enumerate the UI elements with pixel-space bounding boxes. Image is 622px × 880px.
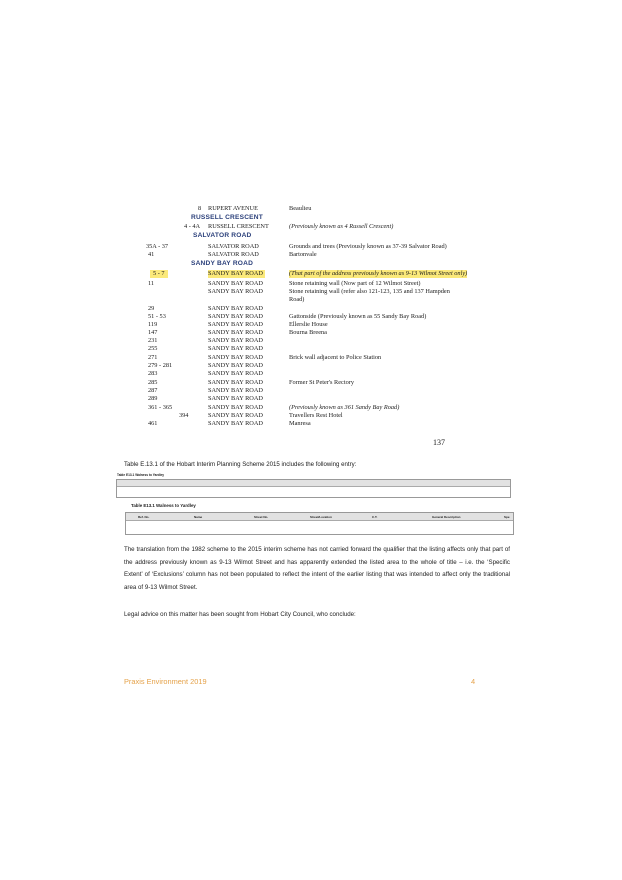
street-number: 283 (148, 370, 158, 377)
description: Ellerslie House (289, 321, 328, 328)
street-name: SANDY BAY ROAD (208, 370, 263, 377)
street-name: SANDY BAY ROAD (208, 420, 263, 427)
street-name: SALVATOR ROAD (208, 251, 259, 258)
street-name: SANDY BAY ROAD (208, 337, 263, 344)
body-paragraph: The translation from the 1982 scheme to the 2015 interim scheme has not carried forward the qualifier that the listing affects only that part of the address previously known as 9-13 Wilmot Street and has apparently extended the listed area to the whole of title – i.e. the ‘Specific Extent’ of ‘Exclusions’ column has not been populated to reflect the intent of the earlier listing that was intended to affect only the traditional area of 9-13 Wilmot Street. (124, 546, 510, 591)
header-ref-no: Ref. No. (138, 515, 150, 519)
street-name: SANDY BAY ROAD (208, 404, 263, 411)
description: (Previously known as 361 Sandy Bay Road) (289, 404, 400, 411)
description: Bourna Breena (289, 329, 327, 336)
street-number: 289 (148, 395, 158, 402)
street-name: SALVATOR ROAD (208, 243, 259, 250)
description: Gattonside (Previously known as 55 Sandy Bay Road) (289, 313, 427, 320)
footer-page-number: 4 (471, 677, 476, 686)
street-number: 41 (148, 251, 155, 258)
small-table-header (117, 480, 510, 487)
description: (Previously known as 4 Russell Crescent) (289, 223, 394, 230)
street-number: 271 (148, 354, 158, 361)
description: Bartonvale (289, 251, 317, 258)
table-caption: Table E.13.1 of the Hobart Interim Planning Scheme 2015 includes the following entry: (124, 461, 357, 468)
header-street-location: Street/Location (310, 515, 332, 519)
description: Beaulieu (289, 205, 312, 212)
street-number: 4 - 4A (184, 223, 201, 230)
header-name: Name (194, 515, 203, 519)
description: (That part of the address previously known as 9-13 Wilmot Street only) (289, 270, 468, 277)
street-number: 51 - 53 (148, 313, 166, 320)
street-name: SANDY BAY ROAD (208, 362, 263, 369)
street-name: SANDY BAY ROAD (208, 387, 263, 394)
street-number: 147 (148, 329, 158, 336)
body-paragraph: Legal advice on this matter has been sought from Hobart City Council, who conclude: (124, 611, 356, 618)
street-name: SANDY BAY ROAD (208, 329, 263, 336)
scan-page-number: 137 (433, 438, 445, 447)
street-name: RUSSELL CRESCENT (208, 223, 269, 230)
street-number: 255 (148, 345, 158, 352)
section-header: RUSSELL CRESCENT (191, 214, 263, 221)
description: Former St Peter's Rectory (289, 379, 354, 386)
description: Travellers Rest Hotel (289, 412, 343, 419)
street-number: 287 (148, 387, 158, 394)
street-number: 279 - 281 (148, 362, 173, 369)
description: Grounds and trees (Previously known as 37-39 Salvator Road) (289, 243, 447, 250)
street-name: SANDY BAY ROAD (208, 305, 263, 312)
header-general-description: General Description (432, 515, 461, 519)
street-name: RUPERT AVENUE (208, 205, 258, 212)
description: Stone retaining wall (refer also 121-123, 135 and 137 Hampden (289, 288, 450, 295)
large-table-header (126, 513, 513, 521)
street-number: 5 - 7 (150, 270, 168, 278)
street-name: SANDY BAY ROAD (208, 354, 263, 361)
description: Road) (289, 296, 305, 303)
section-header: SANDY BAY ROAD (191, 260, 254, 267)
street-name: SANDY BAY ROAD (208, 345, 263, 352)
street-number: 285 (148, 379, 158, 386)
large-table (125, 512, 514, 535)
street-name: SANDY BAY ROAD (208, 379, 263, 386)
header-ct: C.T. (372, 515, 378, 519)
street-number: 231 (148, 337, 158, 344)
street-name: SANDY BAY ROAD (208, 288, 263, 295)
small-table-title: Table E13.1 Walness to Yardley (117, 473, 165, 477)
header-specific-extent: Spe (504, 515, 510, 519)
section-header: SALVATOR ROAD (193, 232, 252, 239)
street-name: SANDY BAY ROAD (208, 321, 263, 328)
footer-company: Praxis Environment 2019 (124, 677, 207, 686)
street-number: 119 (148, 321, 158, 328)
street-name: SANDY BAY ROAD (208, 280, 263, 287)
description: Brick wall adjacent to Police Station (289, 354, 382, 361)
description: Manresa (289, 420, 311, 427)
street-number: 29 (148, 305, 155, 312)
small-table (116, 479, 511, 498)
street-number: 11 (148, 280, 155, 287)
street-name: SANDY BAY ROAD (208, 395, 263, 402)
street-number: 35A - 37 (146, 243, 169, 250)
street-number: 394 (179, 412, 189, 419)
street-name: SANDY BAY ROAD (208, 313, 263, 320)
street-name: SANDY BAY ROAD (208, 412, 263, 419)
street-number: 461 (148, 420, 158, 427)
header-street-no: Street No. (254, 515, 269, 519)
street-number: 8 (198, 205, 202, 212)
description: Stone retaining wall (Now part of 12 Wilmot Street) (289, 280, 421, 287)
large-table-title: Table E13.1 Walness to Yardley (131, 503, 196, 508)
street-number: 361 - 365 (148, 404, 173, 411)
street-name: SANDY BAY ROAD (208, 270, 263, 277)
